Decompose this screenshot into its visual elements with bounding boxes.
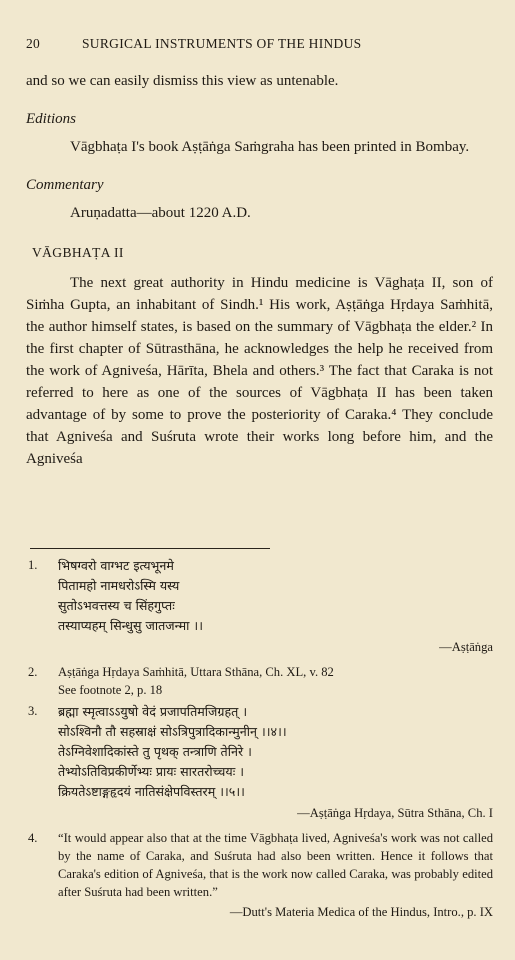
footnote-attribution: —Aṣṭāṅga — [439, 640, 493, 654]
footnote-1 — [28, 556, 493, 660]
footnote-4 — [28, 829, 493, 925]
editions-heading: Editions — [26, 111, 77, 127]
commentary-paragraph: Aruṇadatta—about 1220 A.D. — [70, 205, 251, 221]
footnote-number: 4. — [28, 831, 38, 845]
sanskrit-verse-line: पितामहो नामधरोऽस्मि यस्य — [58, 578, 180, 593]
commentary-heading: Commentary — [26, 177, 104, 193]
footnote-number: 2. — [28, 665, 38, 679]
section-heading: VĀGBHAṬA II — [32, 245, 124, 260]
page-number: 20 — [26, 36, 41, 51]
main-text — [26, 70, 493, 470]
sanskrit-verse-line: तेभ्योऽतिविप्रकीर्णेभ्यः प्रायः सारतरोच्चयः । — [58, 764, 245, 779]
opening-paragraph: and so we can easily dismiss this view as untenable. — [26, 73, 339, 89]
sanskrit-verse-line: भिषग्वरो वाग्भट इत्यभूनमे — [58, 558, 174, 573]
sanskrit-verse-line: ब्रह्मा स्मृत्वाऽऽयुषो वेदं प्रजापतिमजिग्रहत् । — [58, 704, 248, 719]
footnote-attribution: —Aṣṭāṅga Hṛdaya, Sūtra Sthāna, Ch. I — [297, 806, 493, 820]
footnote-3 — [28, 702, 493, 826]
sanskrit-verse-line: तस्याप्यहम् सिन्धुसु जातजन्मा ।। — [58, 618, 203, 633]
footnote-citation: Aṣṭāṅga Hṛdaya Saṁhitā, Uttara Sthāna, Ch. XL, v. 82 — [58, 665, 334, 679]
running-header — [26, 36, 493, 52]
footnote-cross-reference: See footnote 2, p. 18 — [58, 683, 163, 697]
sanskrit-verse-line: सोऽश्विनौ तौ सहस्राक्षं सोऽत्रिपुत्रादिकान्मुनीन् ।।४।। — [58, 724, 287, 739]
footnote-number: 1. — [28, 558, 38, 572]
footnote-rule — [30, 548, 270, 549]
footnote-2 — [28, 663, 493, 699]
footnotes — [28, 556, 493, 928]
sanskrit-verse-line: क्रियतेऽष्टाङ्गहृदयं नातिसंक्षेपविस्तरम् ।।५।। — [58, 784, 245, 799]
footnote-attribution: —Dutt's Materia Medica of the Hindus, Intro., p. IX — [229, 905, 493, 919]
footnote-quotation: “It would appear also that at the time Vāgbhaṭa lived, Agniveśa's work was not called by the name of Caraka, and Suśruta had also been written. Hence it follows that Caraka's edition of Agniveśa, that is the work now called Caraka, was probably edited after Suśruta had been written.” — [58, 831, 493, 899]
sanskrit-verse-line: तेऽग्निवेशादिकांस्ते तु पृथक् तन्त्राणि तेनिरे । — [58, 744, 252, 759]
editions-paragraph: Vāgbhaṭa I's book Aṣṭāṅga Saṁgraha has been printed in Bombay. — [70, 139, 470, 155]
sanskrit-verse-line: सुतोऽभवत्तस्य च सिंहगुप्तः — [58, 598, 175, 613]
main-paragraph: The next great authority in Hindu medicine is Vāghaṭa II, son of Siṁha Gupta, an inhabitant of Sindh.¹ His work, Aṣṭāṅga Hṛdaya Saṁhitā, the author himself states, is based on the summary of Vāgbhaṭa the elder.² In the first chapter of Sūtrasthāna, he acknowledges the help he received from the work of Agniveśa, Hārīta, Bhela and others.³ The fact that Caraka is not referred to here as one of the sources of Vāgbhaṭa II has been taken advantage of by some to prove the posteriority of Caraka.⁴ They conclude that Agniveśa and Suśruta wrote their works long before him, and the Agniveśa — [26, 275, 493, 467]
running-title: SURGICAL INSTRUMENTS OF THE HINDUS — [82, 36, 362, 51]
footnote-number: 3. — [28, 704, 38, 718]
